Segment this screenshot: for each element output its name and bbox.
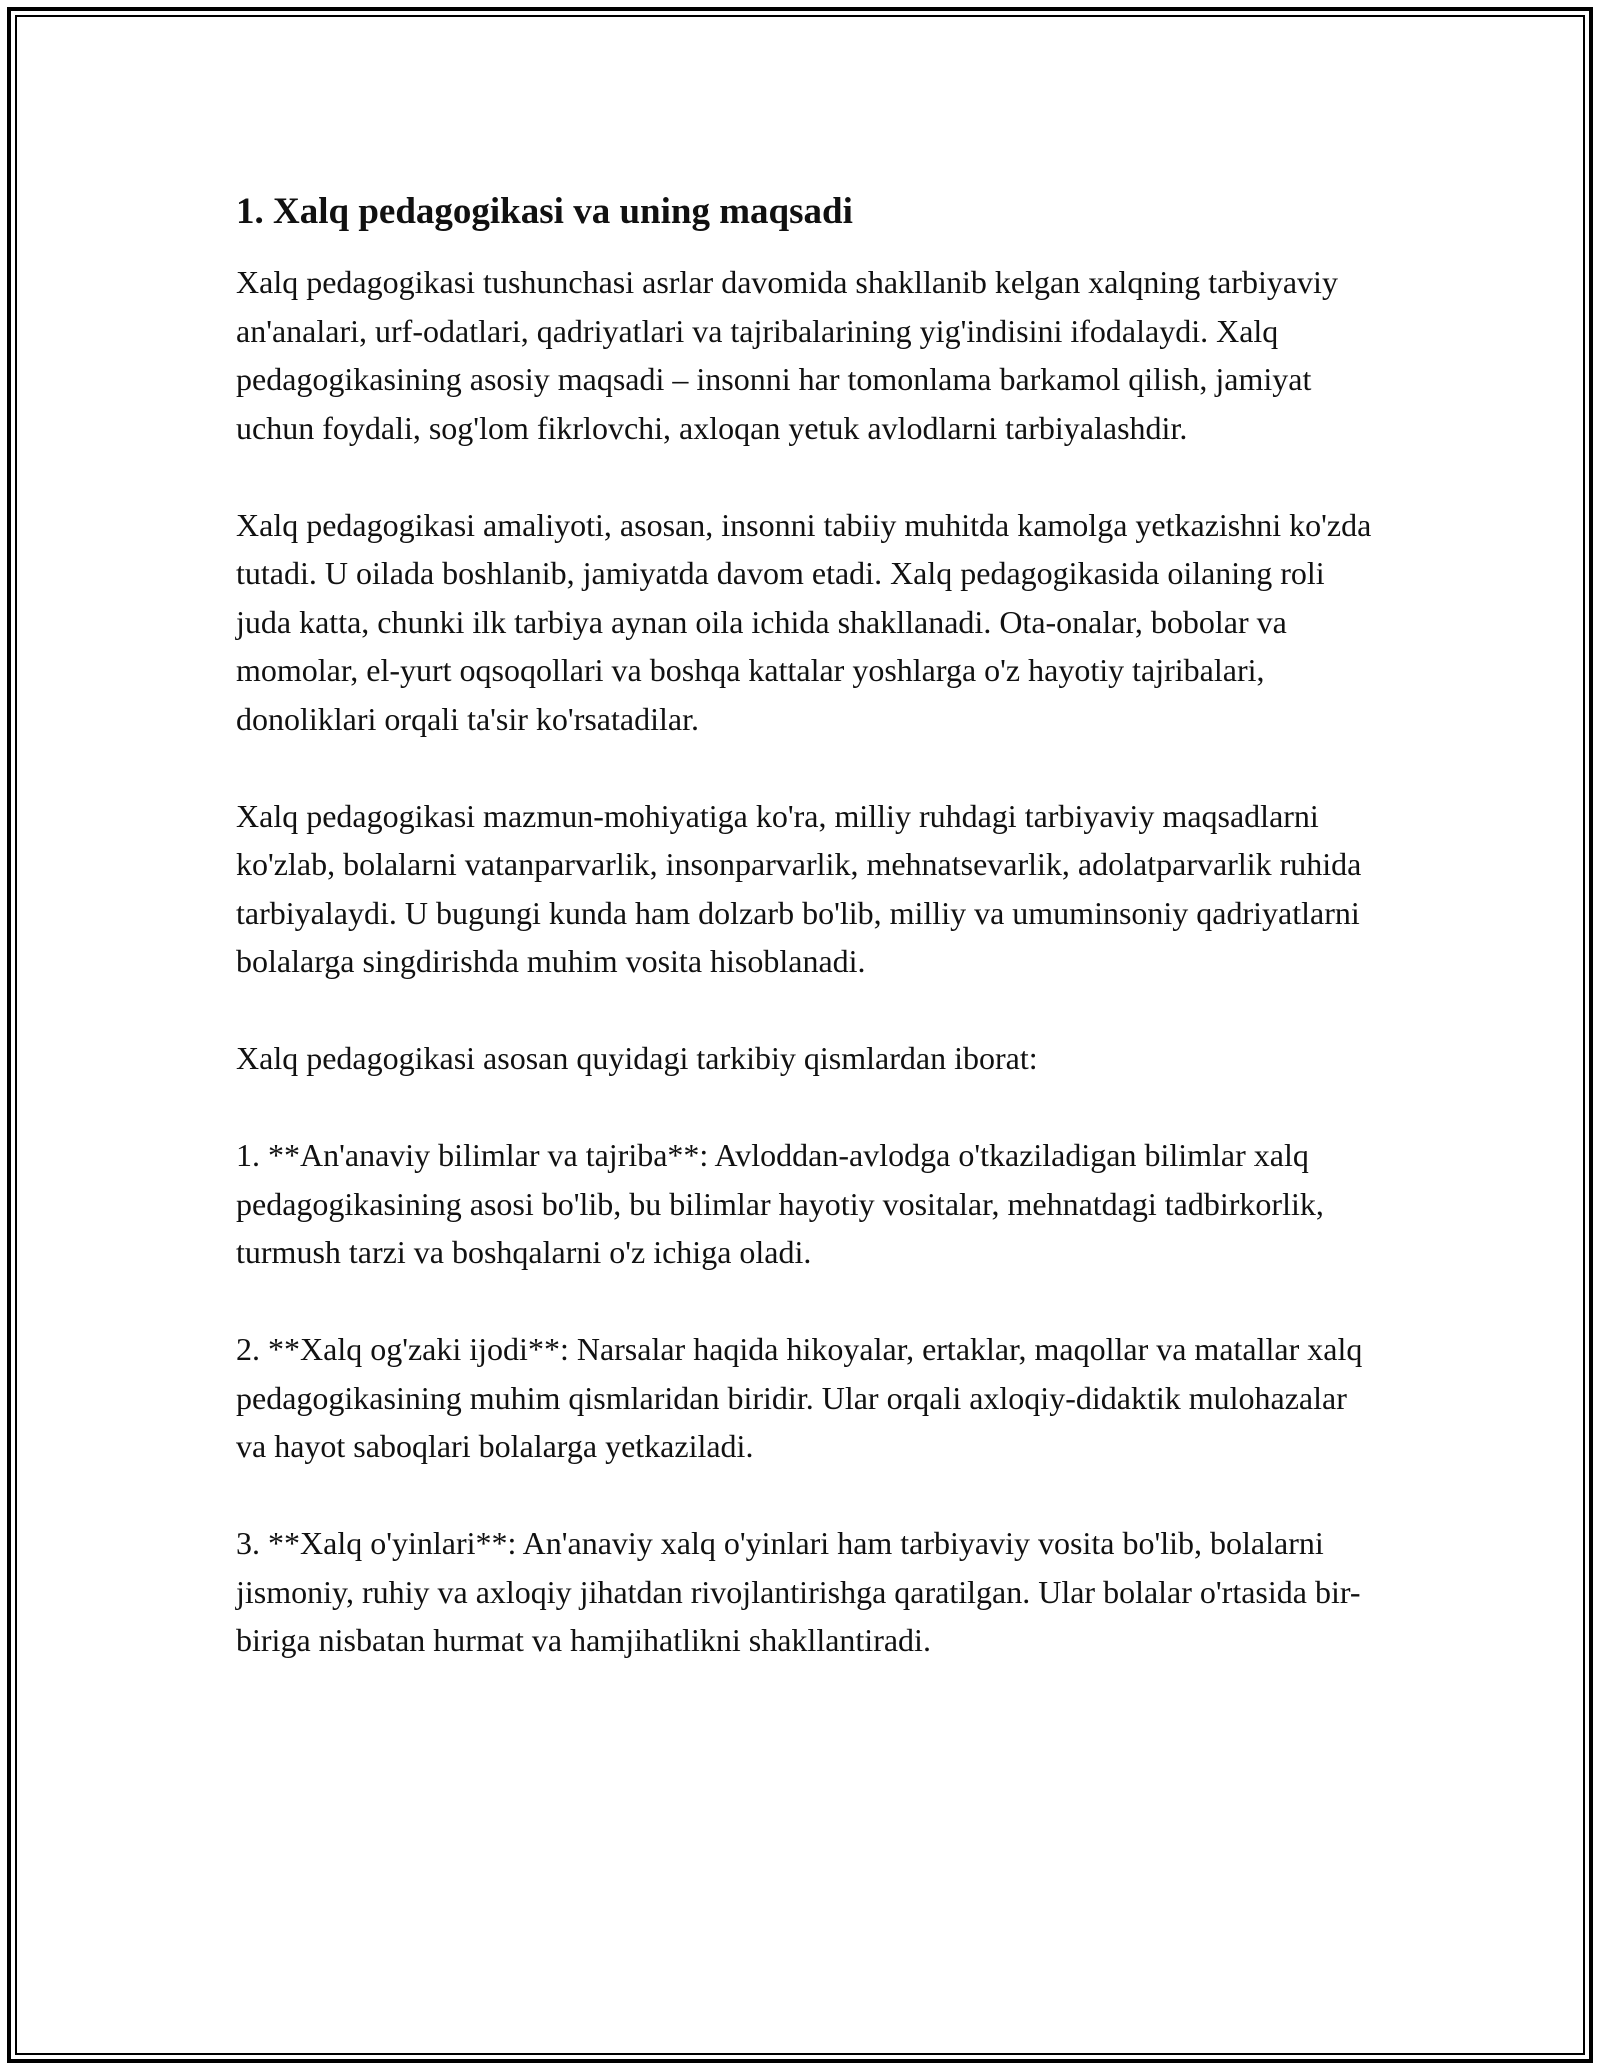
list-item-folk-games: 3. **Xalq o'yinlari**: An'anaviy xalq o'yinlari ham tarbiyaviy vosita bo'lib, bolalarni jismoniy, ruhiy va axloqiy jihatdan rivojlantirishga qaratilgan. Ular bolalar o'rtasida bir-biriga nisbatan hurmat va hamjihatlikni shakllantiradi.: [236, 1525, 1361, 1658]
list-item-traditional-knowledge: 1. **An'anaviy bilimlar va tajriba**: Avloddan-avlodga o'tkaziladigan bilimlar xalq pedagogikasining asosi bo'lib, bu bilimlar hayotiy vositalar, mehnatdagi tadbirkorlik, turmush tarzi va boshqalarni o'z ichiga oladi.: [236, 1137, 1324, 1270]
list-item-oral-folklore: 2. **Xalq og'zaki ijodi**: Narsalar haqida hikoyalar, ertaklar, maqollar va matallar xalq pedagogikasining muhim qismlaridan biridir. Ular orqali axloqiy-didaktik mulohazalar va hayot saboqlari bolalarga yetkaziladi.: [236, 1331, 1363, 1464]
paragraph-practice: Xalq pedagogikasi amaliyoti, asosan, insonni tabiiy muhitda kamolga yetkazishni ko'zda tutadi. U oilada boshlanib, jamiyatda davom etadi. Xalq pedagogikasida oilaning roli juda katta, chunki ilk tarbiya aynan oila ichida shakllanadi. Ota-onalar, bobolar va momolar, el-yurt oqsoqollari va boshqa kattalar yoshlarga o'z hayotiy tajribalari, donoliklari orqali ta'sir ko'rsatadilar.: [236, 506, 1372, 737]
paragraph-components-intro: Xalq pedagogikasi asosan quyidagi tarkibiy qismlardan iborat:: [236, 1040, 1038, 1076]
section-heading: 1. Xalq pedagogikasi va uning maqsadi: [236, 191, 853, 232]
document-body: [236, 185, 1376, 1713]
paragraph-definition: Xalq pedagogikasi tushunchasi asrlar davomida shakllanib kelgan xalqning tarbiyaviy an'analari, urf-odatlari, qadriyatlari va tajribalarining yig'indisini ifodalaydi. Xalq pedagogikasining asosiy maqsadi – insonni har tomonlama barkamol qilish, jamiyat uchun foydali, sog'lom fikrlovchi, axloqan yetuk avlodlarni tarbiyalashdir.: [236, 264, 1338, 446]
paragraph-content: Xalq pedagogikasi mazmun-mohiyatiga ko'ra, milliy ruhdagi tarbiyaviy maqsadlarni ko'zlab, bolalarni vatanparvarlik, insonparvarlik, mehnatsevarlik, adolatparvarlik ruhida tarbiyalaydi. U bugungi kunda ham dolzarb bo'lib, milliy va umuminsoniy qadriyatlarni bolalarga singdirishda muhim vosita hisoblanadi.: [236, 797, 1362, 979]
